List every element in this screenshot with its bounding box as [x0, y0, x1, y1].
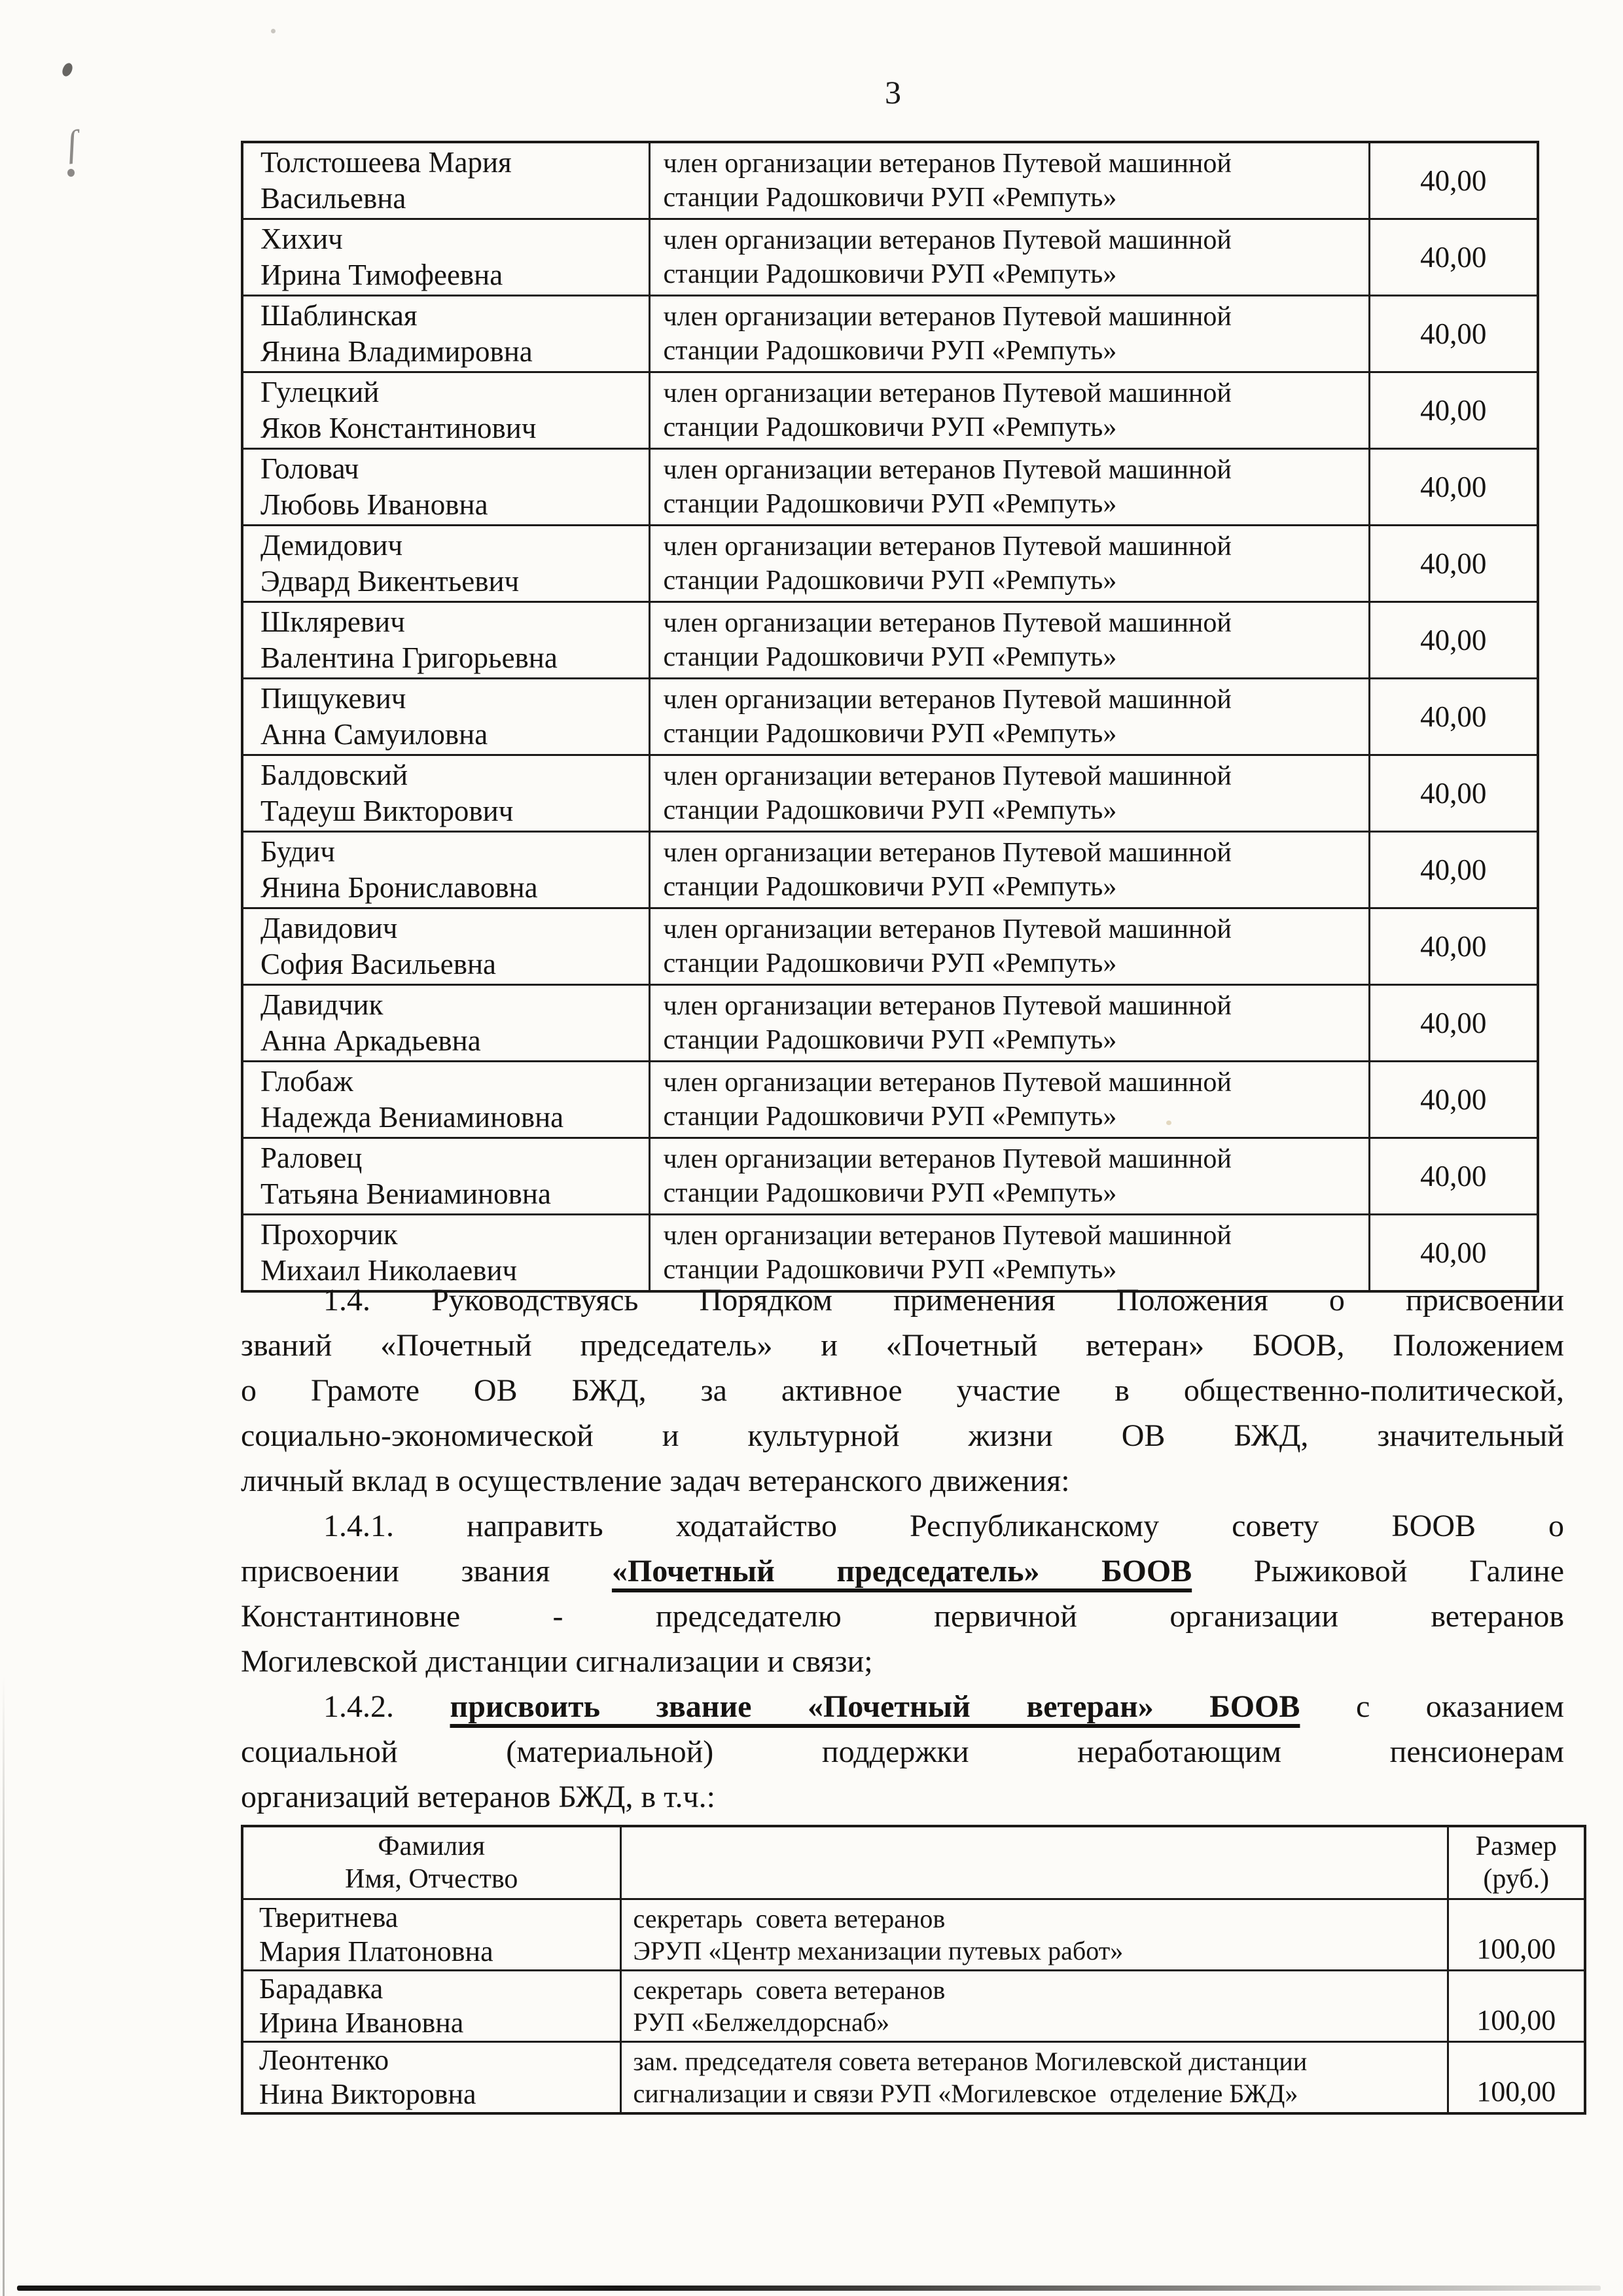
cell-line: станции Радошковичи РУП «Ремпуть» — [663, 183, 1117, 213]
description-cell — [649, 602, 1369, 679]
description-cell — [649, 755, 1369, 832]
name-cell — [242, 1971, 620, 2042]
table-row — [242, 1971, 1585, 2042]
text-segment: 1.4.2. — [323, 1689, 450, 1724]
text-line — [241, 1458, 1564, 1503]
text-line — [241, 1594, 1564, 1639]
text-line — [241, 1368, 1564, 1413]
cell-line: Леонтенко — [259, 2044, 389, 2076]
scan-artifact-squiggle: ſ — [64, 123, 80, 165]
text-line — [241, 1774, 1564, 1820]
text-segment: социально-экономической и культурной жизни ОВ БЖД, значительный — [241, 1418, 1564, 1453]
table-row — [242, 985, 1538, 1062]
cell-line: Мария Платоновна — [259, 1935, 493, 1967]
text-line — [241, 1278, 1564, 1323]
cell-line: член организации ветеранов Путевой машинной — [663, 991, 1232, 1021]
description-cell — [649, 908, 1369, 985]
cell-line: станции Радошковичи РУП «Ремпуть» — [663, 336, 1117, 366]
description-cell — [649, 679, 1369, 755]
paragraph — [241, 1503, 1564, 1684]
description-cell — [649, 219, 1369, 296]
text-line — [241, 1729, 1564, 1774]
cell-line: Барадавка — [259, 1973, 383, 2005]
description-cell — [620, 1971, 1448, 2042]
cell-line: Яков Константинович — [260, 412, 537, 444]
text-line — [241, 1549, 1564, 1594]
table-row — [242, 2042, 1585, 2114]
amount-cell: 40,00 — [1369, 1138, 1538, 1215]
cell-line: станции Радошковичи РУП «Ремпуть» — [663, 1025, 1117, 1055]
amount-cell: 100,00 — [1448, 1971, 1585, 2042]
veterans-table-remput — [241, 141, 1539, 1293]
cell-line: член организации ветеранов Путевой машинной — [663, 455, 1232, 485]
amount-cell: 40,00 — [1369, 372, 1538, 449]
amount-cell: 40,00 — [1369, 832, 1538, 908]
cell-line: станции Радошковичи РУП «Ремпуть» — [663, 259, 1117, 289]
name-cell — [242, 296, 649, 372]
cell-line: член организации ветеранов Путевой машинной — [663, 761, 1232, 791]
cell-line: Глобаж — [260, 1065, 353, 1098]
cell-line: станции Радошковичи РУП «Ремпуть» — [663, 489, 1117, 519]
description-cell — [649, 296, 1369, 372]
description-cell — [620, 1899, 1448, 1971]
honorary-veterans-table — [241, 1825, 1586, 2115]
text-line — [241, 1684, 1564, 1729]
description-cell — [620, 2042, 1448, 2114]
table-row — [242, 908, 1538, 985]
cell-line: Головач — [260, 452, 359, 485]
name-cell — [242, 2042, 620, 2114]
cell-line: станции Радошковичи РУП «Ремпуть» — [663, 1178, 1117, 1208]
table-row — [242, 755, 1538, 832]
amount-cell: 40,00 — [1369, 602, 1538, 679]
text-segment: Рыжиковой Галине — [1192, 1554, 1565, 1588]
name-cell — [242, 219, 649, 296]
name-cell — [242, 602, 649, 679]
amount-cell: 40,00 — [1369, 985, 1538, 1062]
name-cell — [242, 1138, 649, 1215]
scan-edge-line-bottom — [17, 2286, 1601, 2291]
scan-artifact-dot — [67, 169, 75, 177]
header-name-cell — [242, 1826, 620, 1899]
cell-line: Анна Самуиловна — [260, 718, 488, 751]
cell-line: Татьяна Вениаминовна — [260, 1177, 551, 1210]
text-segment: Константиновне - председателю первичной организации ветеранов — [241, 1599, 1564, 1634]
cell-line: член организации ветеранов Путевой машинной — [663, 378, 1232, 408]
cell-line: член организации ветеранов Путевой машинной — [663, 1144, 1232, 1174]
cell-line: станции Радошковичи РУП «Ремпуть» — [663, 412, 1117, 442]
honorary-title-emphasis: присвоить звание «Почетный ветеран» БООВ — [450, 1689, 1300, 1724]
name-cell — [242, 372, 649, 449]
text-line — [241, 1413, 1564, 1458]
cell-line: Пищукевич — [260, 682, 406, 715]
cell-line: Янина Брониславовна — [260, 871, 538, 904]
description-cell — [649, 985, 1369, 1062]
scan-edge-line-left — [3, 1676, 5, 2296]
cell-line: секретарь совета ветеранов — [633, 1975, 946, 2005]
name-cell — [242, 526, 649, 602]
name-cell — [242, 449, 649, 526]
cell-line: станции Радошковичи РУП «Ремпуть» — [663, 565, 1117, 596]
amount-cell: 40,00 — [1369, 1215, 1538, 1292]
cell-line: Эдвард Викентьевич — [260, 565, 520, 598]
cell-line: зам. председателя совета ветеранов Могилевской дистанции — [633, 2047, 1308, 2076]
table-row — [242, 219, 1538, 296]
text-segment: присвоении звания — [241, 1554, 612, 1588]
table-row — [242, 832, 1538, 908]
table-row — [242, 1138, 1538, 1215]
cell-line: Демидович — [260, 529, 403, 562]
cell-line: Хихич — [260, 223, 343, 255]
name-cell — [242, 679, 649, 755]
cell-line: Янина Владимировна — [260, 335, 533, 368]
scan-artifact-speck — [60, 62, 75, 78]
decree-paragraphs — [241, 1278, 1564, 1820]
table-row — [242, 1899, 1585, 1971]
cell-line: Толстошеева Мария — [260, 146, 512, 179]
cell-line: сигнализации и связи РУП «Могилевское отделение БЖД» — [633, 2079, 1298, 2108]
cell-line: Ирина Тимофеевна — [260, 259, 503, 291]
cell-line: член организации ветеранов Путевой машинной — [663, 1067, 1232, 1098]
cell-line: РУП «Белжелдорснаб» — [633, 2007, 890, 2037]
text-line — [241, 1323, 1564, 1368]
amount-cell: 40,00 — [1369, 219, 1538, 296]
text-line — [241, 1503, 1564, 1549]
description-cell — [649, 372, 1369, 449]
cell-line: станции Радошковичи РУП «Ремпуть» — [663, 1102, 1117, 1132]
text-segment: 1.4. Руководствуясь Порядком применения Положения о присвоении — [323, 1283, 1564, 1318]
name-cell — [242, 985, 649, 1062]
name-cell — [242, 908, 649, 985]
name-cell — [242, 142, 649, 219]
name-cell — [242, 1062, 649, 1138]
table-header-row — [242, 1826, 1585, 1899]
header-line: Фамилия — [378, 1831, 486, 1861]
table-row — [242, 142, 1538, 219]
cell-line: ЭРУП «Центр механизации путевых работ» — [633, 1936, 1124, 1965]
cell-line: станции Радошковичи РУП «Ремпуть» — [663, 642, 1117, 672]
amount-cell: 100,00 — [1448, 1899, 1585, 1971]
table-row — [242, 372, 1538, 449]
cell-line: член организации ветеранов Путевой машинной — [663, 608, 1232, 638]
cell-line: Васильевна — [260, 182, 406, 215]
cell-line: станции Радошковичи РУП «Ремпуть» — [663, 948, 1117, 978]
paragraph — [241, 1278, 1564, 1503]
amount-cell: 40,00 — [1369, 296, 1538, 372]
cell-line: Тадеуш Викторович — [260, 795, 514, 827]
cell-line: Прохорчик — [260, 1218, 398, 1251]
cell-line: секретарь совета ветеранов — [633, 1904, 946, 1933]
table-row — [242, 679, 1538, 755]
header-line: (руб.) — [1483, 1864, 1550, 1894]
name-cell — [242, 755, 649, 832]
text-segment: социальной (материальной) поддержки неработающим пенсионерам — [241, 1734, 1564, 1769]
amount-cell: 40,00 — [1369, 755, 1538, 832]
table-row — [242, 526, 1538, 602]
text-segment: о Грамоте ОВ БЖД, за активное участие в общественно-политической, — [241, 1373, 1564, 1408]
cell-line: Тверитнева — [259, 1901, 399, 1933]
table-row — [242, 449, 1538, 526]
cell-line: Валентина Григорьевна — [260, 641, 558, 674]
paragraph — [241, 1684, 1564, 1820]
amount-cell: 40,00 — [1369, 908, 1538, 985]
table-row — [242, 296, 1538, 372]
amount-cell: 40,00 — [1369, 449, 1538, 526]
table-row — [242, 602, 1538, 679]
cell-line: член организации ветеранов Путевой машинной — [663, 914, 1232, 944]
cell-line: Раловец — [260, 1141, 363, 1174]
cell-line: Балдовский — [260, 759, 408, 791]
amount-cell: 40,00 — [1369, 526, 1538, 602]
cell-line: член организации ветеранов Путевой машинной — [663, 1221, 1232, 1251]
text-segment: званий «Почетный председатель» и «Почетный ветеран» БООВ, Положением — [241, 1328, 1564, 1363]
cell-line: Давидович — [260, 912, 398, 944]
cell-line: станции Радошковичи РУП «Ремпуть» — [663, 872, 1117, 902]
cell-line: Будич — [260, 835, 335, 868]
description-cell — [649, 142, 1369, 219]
name-cell — [242, 1899, 620, 1971]
cell-line: Михаил Николаевич — [260, 1254, 518, 1287]
page-number: 3 — [885, 74, 901, 111]
cell-line: Давидчик — [260, 988, 383, 1021]
honorary-title-emphasis: «Почетный председатель» БООВ — [611, 1554, 1192, 1588]
cell-line: Гулецкий — [260, 376, 380, 408]
header-line: Размер — [1475, 1831, 1557, 1861]
cell-line: Шаблинская — [260, 299, 418, 332]
cell-line: член организации ветеранов Путевой машинной — [663, 225, 1232, 255]
amount-cell: 40,00 — [1369, 142, 1538, 219]
cell-line: член организации ветеранов Путевой машинной — [663, 149, 1232, 179]
description-cell — [649, 1062, 1369, 1138]
header-amount-cell — [1448, 1826, 1585, 1899]
description-cell — [649, 1138, 1369, 1215]
amount-cell: 40,00 — [1369, 1062, 1538, 1138]
cell-line: Анна Аркадьевна — [260, 1024, 481, 1057]
text-segment: 1.4.1. направить ходатайство Республиканскому совету БООВ о — [323, 1509, 1564, 1543]
description-cell — [649, 832, 1369, 908]
description-cell — [649, 526, 1369, 602]
description-cell — [649, 449, 1369, 526]
cell-line: София Васильевна — [260, 948, 496, 980]
cell-line: Любовь Ивановна — [260, 488, 488, 521]
name-cell — [242, 832, 649, 908]
cell-line: член организации ветеранов Путевой машинной — [663, 685, 1232, 715]
amount-cell: 100,00 — [1448, 2042, 1585, 2114]
scan-artifact-faint-dot — [271, 29, 276, 33]
cell-line: член организации ветеранов Путевой машинной — [663, 302, 1232, 332]
cell-line: Ирина Ивановна — [259, 2007, 464, 2039]
header-line: Имя, Отчество — [345, 1864, 518, 1894]
amount-cell: 40,00 — [1369, 679, 1538, 755]
cell-line: Нина Викторовна — [259, 2078, 476, 2110]
text-segment: личный вклад в осуществление задач ветеранского движения: — [241, 1463, 1070, 1498]
header-empty-cell — [620, 1826, 1448, 1899]
cell-line: Надежда Вениаминовна — [260, 1101, 564, 1134]
text-segment: с оказанием — [1300, 1689, 1564, 1724]
cell-line: станции Радошковичи РУП «Ремпуть» — [663, 795, 1117, 825]
text-segment: Могилевской дистанции сигнализации и связи; — [241, 1644, 873, 1679]
text-line — [241, 1639, 1564, 1684]
cell-line: член организации ветеранов Путевой машинной — [663, 531, 1232, 562]
cell-line: станции Радошковичи РУП «Ремпуть» — [663, 1255, 1117, 1285]
cell-line: член организации ветеранов Путевой машинной — [663, 838, 1232, 868]
text-segment: организаций ветеранов БЖД, в т.ч.: — [241, 1780, 715, 1814]
table-row — [242, 1062, 1538, 1138]
cell-line: станции Радошковичи РУП «Ремпуть» — [663, 719, 1117, 749]
cell-line: Шкляревич — [260, 605, 405, 638]
